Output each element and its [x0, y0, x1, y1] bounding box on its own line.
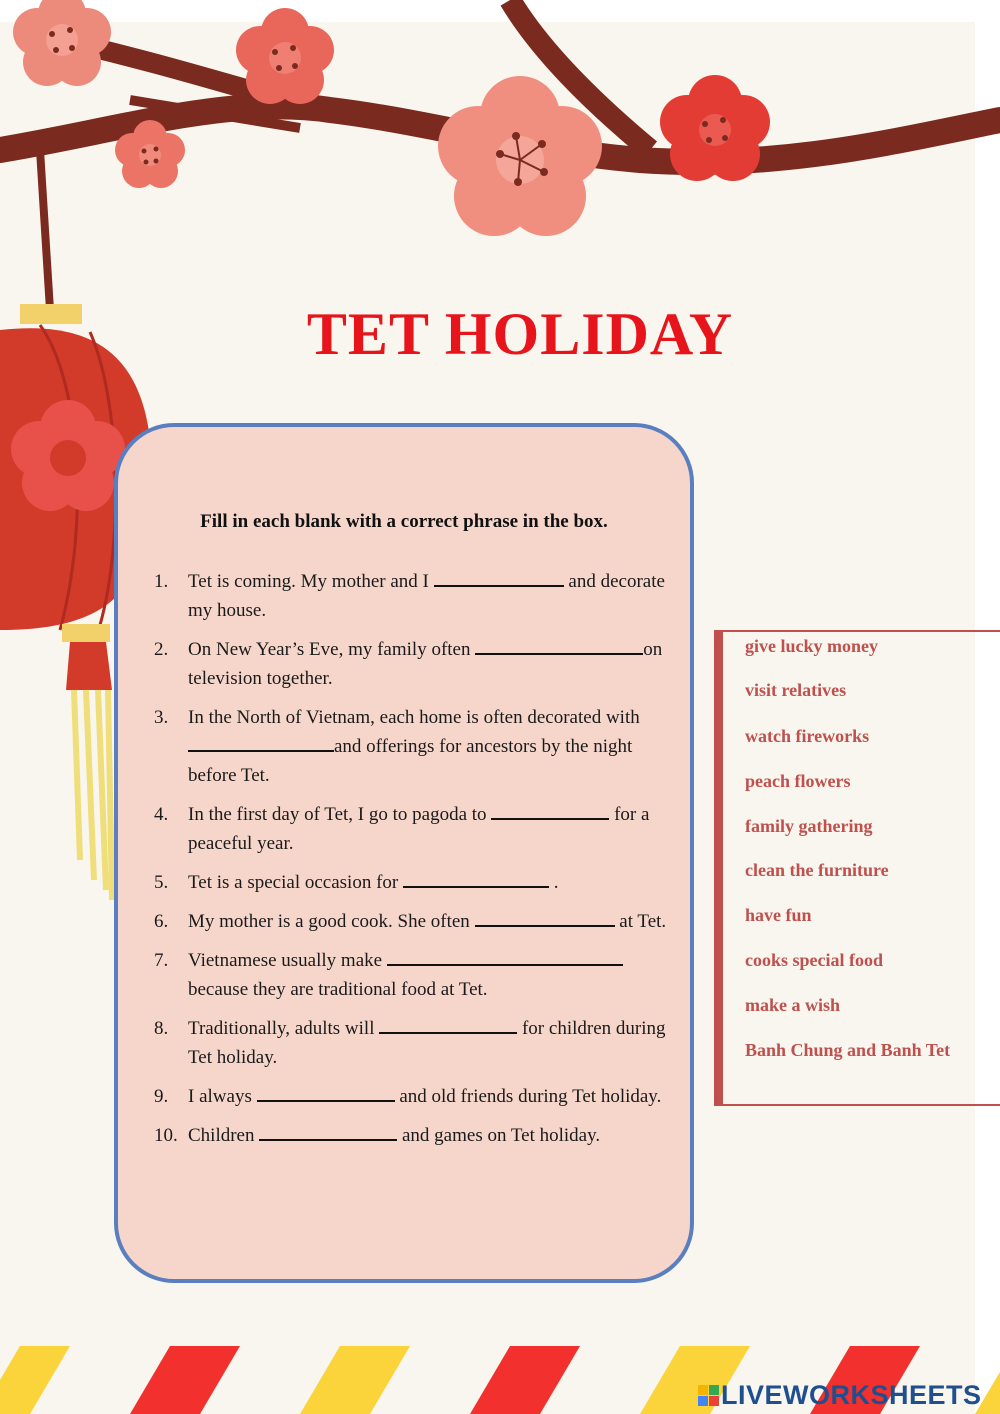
phrase-item: clean the furniture: [745, 860, 889, 880]
logo-mark-square: [698, 1385, 708, 1395]
liveworksheets-logo: [698, 1380, 982, 1411]
question-text: Vietnamese usually make: [188, 950, 383, 971]
phrase-item: family gathering: [745, 816, 873, 836]
phrase-item: have fun: [745, 905, 812, 925]
answer-blank-7[interactable]: [387, 950, 623, 966]
question-text: On New Year’s Eve, my family often: [188, 639, 471, 660]
phrase-item: visit relatives: [745, 680, 847, 700]
question-text: Tet is a special occasion for: [188, 872, 399, 893]
instruction-text: Fill in each blank with a correct phrase in the box.: [200, 511, 608, 532]
question-text: I always: [188, 1086, 252, 1107]
question-text: My mother is a good cook. She often: [188, 911, 470, 932]
question-text: .: [553, 872, 559, 893]
question-number: 2.: [154, 639, 169, 660]
question-text: Traditionally, adults will: [188, 1018, 375, 1039]
logo-mark-square: [709, 1396, 719, 1406]
question-text: and decorate my house.: [188, 571, 665, 621]
answer-blank-5[interactable]: [403, 872, 549, 888]
answer-blank-10[interactable]: [259, 1125, 397, 1141]
question-number: 8.: [154, 1018, 169, 1039]
question-10: [154, 1121, 674, 1150]
question-4: [154, 800, 674, 858]
question-3: [154, 703, 674, 790]
blossom-icon: [236, 8, 334, 104]
phrase-item: cooks special food: [745, 950, 884, 970]
question-number: 7.: [154, 950, 169, 971]
phrase-item: make a wish: [745, 995, 841, 1015]
question-1: [154, 567, 674, 625]
question-text: and old friends during Tet holiday.: [399, 1086, 662, 1107]
question-7: [154, 946, 674, 1004]
question-number: 1.: [154, 571, 169, 592]
question-number: 6.: [154, 911, 169, 932]
phrase-item: peach flowers: [745, 771, 851, 791]
phrase-box: [714, 630, 1000, 1106]
phrase-item: Banh Chung and Banh Tet: [745, 1040, 951, 1060]
blossom-icon: [438, 76, 602, 236]
logo-mark-icon: [698, 1385, 719, 1406]
question-number: 3.: [154, 707, 169, 728]
answer-blank-3[interactable]: [188, 736, 334, 752]
question-2: [154, 635, 674, 693]
phrase-item: watch fireworks: [745, 726, 870, 746]
question-8: [154, 1014, 674, 1072]
question-number: 5.: [154, 872, 169, 893]
answer-blank-1[interactable]: [434, 571, 564, 587]
question-text: In the North of Vietnam, each home is often decorated with: [188, 707, 640, 728]
question-text: and games on Tet holiday.: [402, 1125, 601, 1146]
question-text: for a peaceful year.: [188, 804, 650, 854]
question-text: Children: [188, 1125, 255, 1146]
question-text: In the first day of Tet, I go to pagoda to: [188, 804, 487, 825]
page-title: TET HOLIDAY: [306, 301, 734, 367]
blossom-icon: [660, 75, 770, 181]
logo-mark-square: [709, 1385, 719, 1395]
question-text: on television together.: [188, 639, 663, 689]
answer-blank-4[interactable]: [491, 804, 609, 820]
question-number: 10.: [154, 1125, 178, 1146]
blossom-icon: [13, 0, 111, 86]
question-5: [154, 868, 674, 897]
question-text: and offerings for ancestors by the night before Tet.: [188, 736, 633, 786]
question-6: [154, 907, 674, 936]
phrase-item: give lucky money: [745, 636, 878, 656]
question-text: Tet is coming. My mother and I: [188, 571, 429, 592]
exercise-panel: [114, 423, 694, 1283]
question-text: for children during Tet holiday.: [188, 1018, 666, 1068]
answer-blank-6[interactable]: [475, 911, 615, 927]
answer-blank-9[interactable]: [257, 1086, 395, 1102]
question-number: 4.: [154, 804, 169, 825]
question-9: [154, 1082, 674, 1111]
question-text: at Tet.: [619, 911, 667, 932]
question-text: because they are traditional food at Tet.: [188, 979, 488, 1000]
logo-text: LIVEWORKSHEETS: [721, 1380, 982, 1410]
question-number: 9.: [154, 1086, 169, 1107]
answer-blank-8[interactable]: [379, 1018, 517, 1034]
logo-mark-square: [698, 1396, 708, 1406]
answer-blank-2[interactable]: [475, 639, 643, 655]
question-list: [154, 567, 674, 1160]
